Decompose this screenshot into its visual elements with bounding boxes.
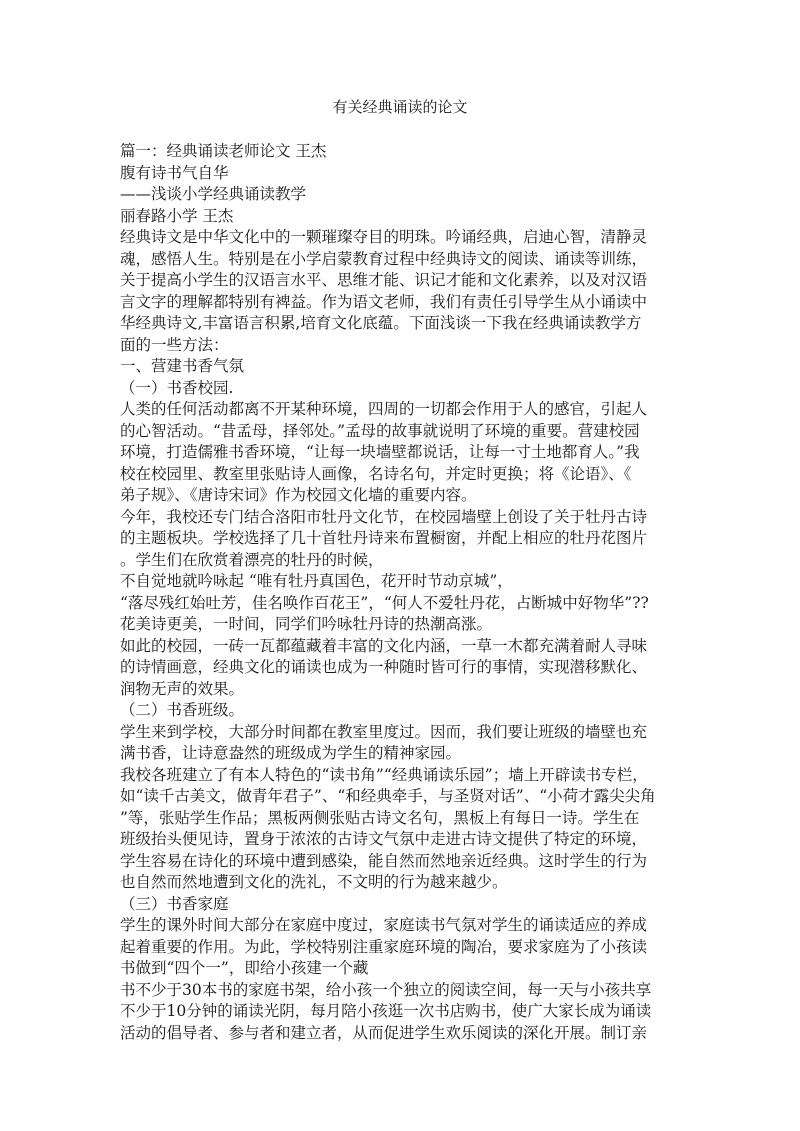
text-line: 的诗情画意，经典文化的诵读也成为一种随时皆可行的事情，实现潜移默化、 <box>120 658 648 676</box>
text-line: 学生容易在诗化的环境中遭到感染，能自然而然地亲近经典。这时学生的行为 <box>120 851 648 870</box>
text-line: 班级抬头便见诗，置身于浓浓的古诗文气氛中走进古诗文提供了特定的环境， <box>120 830 648 848</box>
text-line: 花美诗更美，一时间，同学们吟咏牡丹诗的热潮高涨。 <box>120 615 493 633</box>
text-line: ”等，张贴学生作品；黑板两侧张贴古诗文名句，黑板上有每日一诗。学生在 <box>120 808 640 827</box>
text-line: 书做到“四个一”，即给小孩建一个藏 <box>120 959 369 977</box>
text-line: 如“读千古美文，做青年君子”、“和经典牵手，与圣贤对话”、“小荷才露尖尖角 <box>120 787 656 805</box>
text-line: 丽春路小学 王杰 <box>120 206 234 225</box>
text-line: 人类的任何活动都离不开某种环境，四周的一切都会作用于人的感官，引起人 <box>120 400 648 418</box>
text-line: 今年，我校还专门结合洛阳市牡丹文化节，在校园墙壁上创设了关于牡丹古诗 <box>120 507 648 526</box>
text-line: 的主题板块。学校选择了几十首牡丹诗来布置橱窗，并配上相应的牡丹花图片 <box>120 529 648 547</box>
text-line: 篇一：经典诵读老师论文 王杰 <box>120 142 327 160</box>
text-line: 魂，感悟人生。特别是在小学启蒙教育过程中经典诗文的阅读、诵读等训练， <box>120 249 648 268</box>
text-line: 弟子规》、《唐诗宋词》作为校园文化墙的重要内容。 <box>120 486 477 504</box>
text-line: （一）书香校园. <box>120 378 234 397</box>
document-title: 有关经典诵读的论文 <box>332 98 468 116</box>
text-line: 也自然而然地遭到文化的洗礼，不文明的行为越来越少。 <box>120 873 508 891</box>
text-line: 腹有诗书气自华 <box>120 163 229 182</box>
text-line: 环境，打造儒雅书香环境，“让每一块墙壁都说话，让每一寸土地都育人。”我 <box>120 443 640 461</box>
text-line: 起着重要的作用。为此，学校特别注重家庭环境的陶冶，要求家庭为了小孩读 <box>120 937 648 956</box>
text-line: 经典诗文是中华文化中的一颗璀璨夺目的明珠。吟诵经典，启迪心智，清静灵 <box>120 228 648 246</box>
text-line: 活动的倡导者、参与者和建立者，从而促进学生欢乐阅读的深化开展。制订亲 <box>120 1023 648 1042</box>
text-line: 不少于10分钟的诵读光阴，每月陪小孩逛一次书店购书，使广大家长成为诵读 <box>120 1002 652 1020</box>
text-line: 润物无声的效果。 <box>120 679 245 698</box>
text-line: “落尽残红始吐芳，佳名唤作百花王”，“何人不爱牡丹花，占断城中好物华”?? <box>120 593 649 612</box>
text-line: （三）书香家庭 <box>120 894 229 913</box>
text-line: 一、营建书香气氛 <box>120 357 245 375</box>
text-line: 学生来到学校，大部分时间都在教室里度过。因而，我们要让班级的墙壁也充 <box>120 722 648 741</box>
text-line: 校在校园里、教室里张贴诗人画像，名诗名句，并定时更换；将《论语》、《 <box>120 464 632 483</box>
text-line: 面的一些方法： <box>120 335 229 354</box>
text-line: 不自觉地就吟咏起 “唯有牡丹真国色，花开时节动京城”， <box>120 572 513 590</box>
text-line: 学生的课外时间大部分在家庭中度过，家庭读书气氛对学生的诵读适应的养成 <box>120 916 648 934</box>
text-line: 书不少于30本书的家庭书架，给小孩一个独立的阅读空间，每一天与小孩共享 <box>120 980 652 999</box>
text-line: 。学生们在欣赏着漂亮的牡丹的时候， <box>120 550 384 569</box>
text-line: 的心智活动。“昔孟母，择邻处。”孟母的故事就说明了环境的重要。营建校园 <box>120 421 640 440</box>
text-line: 言文字的理解都特别有裨益。作为语文老师，我们有责任引导学生从小诵读中 <box>120 292 648 311</box>
text-line: 如此的校园，一砖一瓦都蕴藏着丰富的文化内涵，一草一木都充满着耐人寻味 <box>120 636 648 655</box>
document-body <box>120 141 685 1044</box>
text-line: 关于提高小学生的汉语言水平、思维才能、识记才能和文化素养，以及对汉语 <box>120 271 648 289</box>
text-line: 我校各班建立了有本人特色的“读书角”“经典诵读乐园”；墙上开辟读书专栏， <box>120 765 648 784</box>
text-line: 满书香，让诗意盎然的班级成为学生的精神家园。 <box>120 744 462 762</box>
text-line: ——浅谈小学经典诵读教学 <box>120 185 307 203</box>
text-line: 华经典诗文,丰富语言积累,培育文化底蕴。下面浅谈一下我在经典诵读教学方 <box>120 314 642 332</box>
text-line: （二）书香班级。 <box>120 701 245 719</box>
